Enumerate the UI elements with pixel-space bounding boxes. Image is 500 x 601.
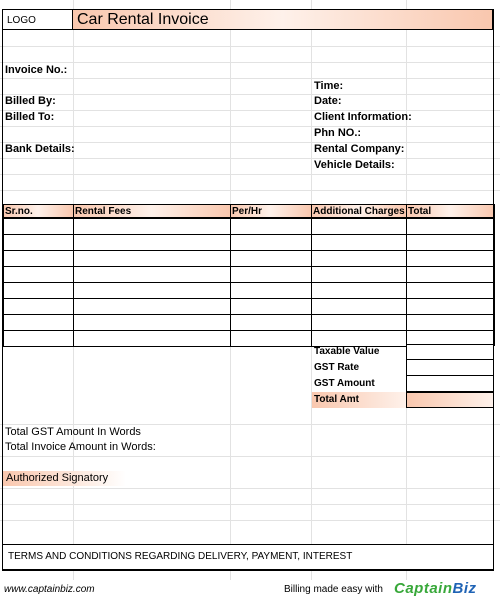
table-cell[interactable] [312,331,406,346]
grid-line [0,504,500,505]
table-cell[interactable] [312,299,406,314]
table-cell[interactable] [231,331,311,346]
table-cell[interactable] [74,331,230,346]
column-header-additional-charges: Additional Charges [313,206,405,217]
grid-line [0,456,500,457]
table-cell[interactable] [4,315,73,330]
table-cell[interactable] [407,219,494,234]
gst-rate-field[interactable] [406,360,494,376]
billed-to-label: Billed To: [5,111,55,123]
grid-line [0,46,500,47]
table-cell[interactable] [231,267,311,282]
invoice-title: Car Rental Invoice [73,9,493,30]
column-header-srno: Sr.no. [3,204,73,218]
grid-line [0,488,500,489]
table-cell[interactable] [4,267,73,282]
table-cell[interactable] [74,219,230,234]
client-information-label: Client Information: [314,111,412,123]
date-label: Date: [314,95,342,107]
table-cell[interactable] [4,219,73,234]
table-cell[interactable] [407,315,494,330]
grid-line [0,94,500,95]
rental-company-label: Rental Company: [314,143,405,155]
column-header-per-hr: Per/Hr [230,204,311,218]
table-cell[interactable] [231,299,311,314]
grid-line [0,174,500,175]
table-cell[interactable] [74,315,230,330]
grid-line [0,520,500,521]
table-cell[interactable] [407,267,494,282]
bank-details-label: Bank Details: [5,143,75,155]
table-cell[interactable] [312,267,406,282]
table-cell[interactable] [231,219,311,234]
invoice-in-words-label: Total Invoice Amount in Words: [5,441,156,453]
table-cell[interactable] [312,283,406,298]
authorized-signatory-label: Authorized Signatory [3,471,126,486]
grid-line [0,62,500,63]
table-cell[interactable] [74,235,230,250]
grid-line [0,158,500,159]
gst-rate-label: GST Rate [314,362,360,373]
time-label: Time: [314,80,344,92]
taxable-value-field[interactable] [406,344,494,360]
table-cell[interactable] [231,315,311,330]
footer-website-link[interactable]: www.captainbiz.com [4,584,95,595]
table-cell[interactable] [407,251,494,266]
table-cell[interactable] [74,251,230,266]
logo-placeholder: LOGO [2,9,73,30]
table-cell[interactable] [312,219,406,234]
table-cell[interactable] [74,299,230,314]
vehicle-details-label: Vehicle Details: [314,159,395,171]
table-cell[interactable] [4,299,73,314]
grid-line [0,142,500,143]
brand-part2: Biz [452,580,477,597]
grid-line [0,190,500,191]
invoice-no-label: Invoice No.: [5,64,68,76]
table-cell[interactable] [4,331,73,346]
column-header-rental-fees: Rental Fees [73,204,230,218]
gst-in-words-label: Total GST Amount In Words [5,426,141,438]
brand-part1: Captain [394,580,453,597]
taxable-value-label: Taxable Value [314,346,380,357]
grid-line [0,78,500,79]
gst-amount-field[interactable] [406,376,494,392]
footer-tagline: Billing made easy with [284,584,383,595]
phone-number-label: Phn NO.: [314,127,362,139]
table-cell[interactable] [4,283,73,298]
grid-line [0,424,500,425]
table-column-line [494,204,495,346]
captainbiz-logo [394,580,477,597]
table-cell[interactable] [312,315,406,330]
total-amt-field[interactable] [406,392,494,408]
table-cell[interactable] [407,299,494,314]
table-cell[interactable] [312,235,406,250]
table-cell[interactable] [4,235,73,250]
billed-by-label: Billed By: [5,95,56,107]
table-cell[interactable] [231,251,311,266]
table-cell[interactable] [74,267,230,282]
gst-amount-label: GST Amount [314,378,375,389]
table-cell[interactable] [312,251,406,266]
grid-line [0,126,500,127]
column-header-total: Total [406,204,494,218]
table-cell[interactable] [4,251,73,266]
table-cell[interactable] [407,235,494,250]
grid-line [0,110,500,111]
total-amt-label: Total Amt [314,394,359,405]
table-cell[interactable] [231,283,311,298]
table-cell[interactable] [74,283,230,298]
table-cell[interactable] [231,235,311,250]
terms-and-conditions: TERMS AND CONDITIONS REGARDING DELIVERY, PAYMENT, INTEREST [3,544,494,570]
table-cell[interactable] [407,283,494,298]
